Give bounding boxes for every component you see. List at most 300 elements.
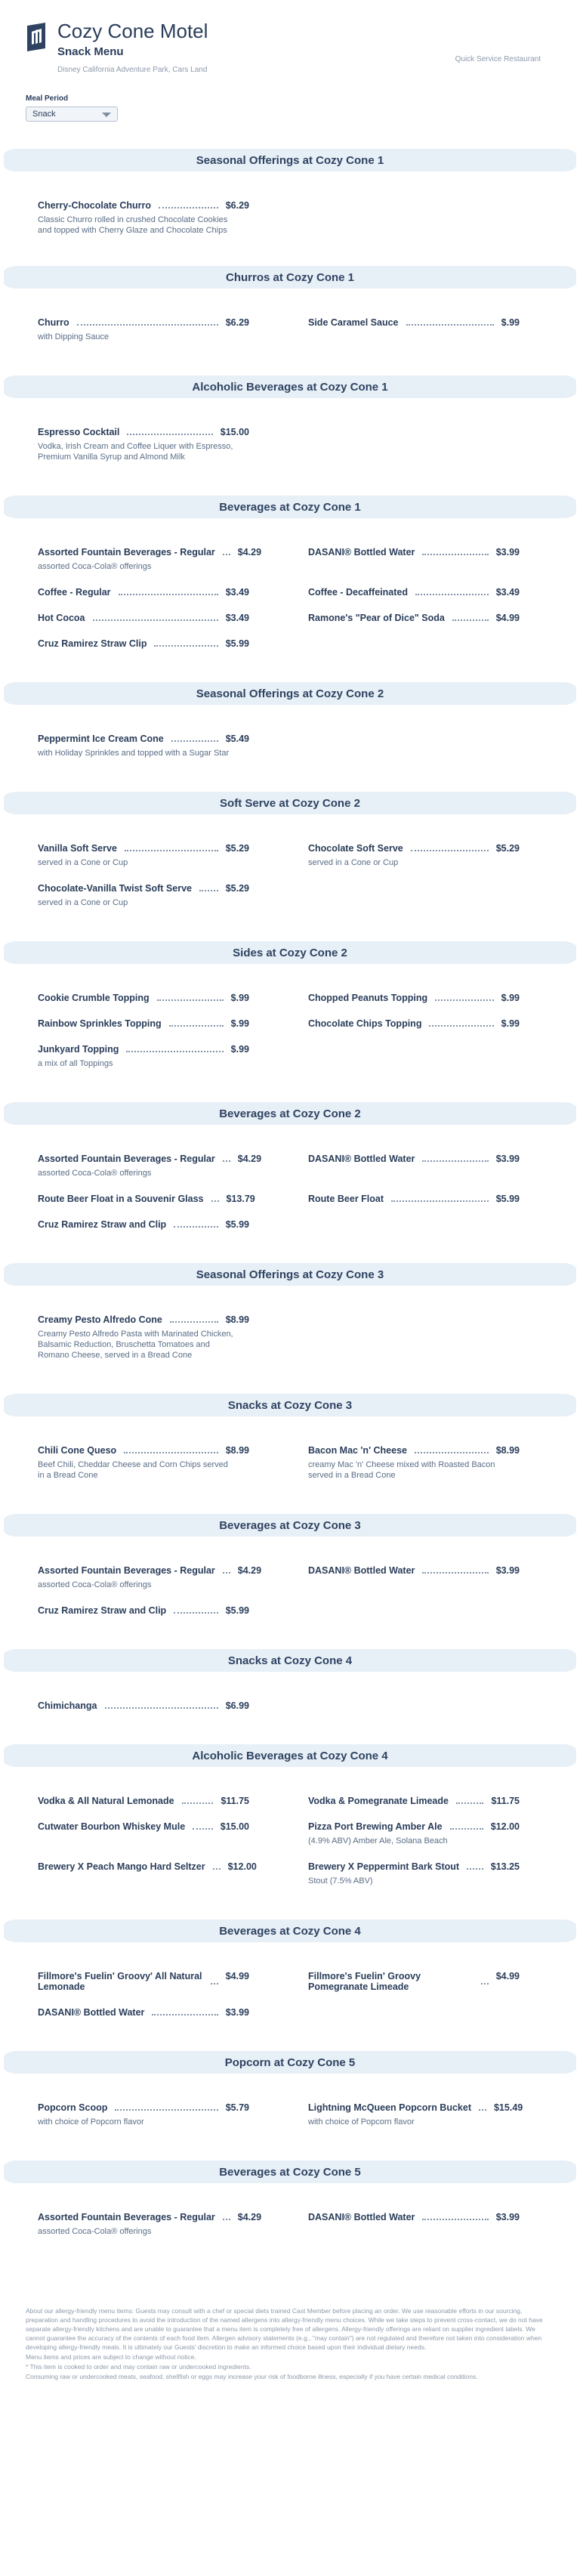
item-name: Brewery X Peach Mango Hard Seltzer bbox=[38, 1861, 205, 1872]
dot-leader bbox=[170, 1321, 218, 1323]
consuming-note: Consuming raw or undercooked meats, seafood, shellfish or eggs may increase your risk of foodborne illness, especially if you have certain medical conditions. bbox=[26, 2373, 478, 2380]
item-price: $11.75 bbox=[221, 1796, 249, 1806]
item-description: Vodka, Irish Cream and Coffee Liquer with Espresso, Premium Vanilla Syrup and Almond Milk bbox=[38, 442, 233, 462]
menu-item bbox=[308, 1796, 520, 1806]
item-line bbox=[308, 1154, 520, 1164]
item-name: Vodka & All Natural Lemonade bbox=[38, 1796, 174, 1806]
item-price: $6.29 bbox=[225, 317, 249, 328]
menu-item bbox=[38, 1219, 249, 1230]
dot-leader bbox=[422, 2219, 488, 2220]
item-line bbox=[38, 200, 249, 211]
menu-item bbox=[38, 2102, 249, 2127]
item-name: Hot Cocoa bbox=[38, 613, 85, 623]
item-description: with choice of Popcorn flavor bbox=[38, 2117, 144, 2127]
dot-leader bbox=[169, 1025, 224, 1027]
meal-period-value: Snack bbox=[32, 110, 56, 119]
item-price: $4.99 bbox=[495, 1971, 520, 1981]
item-price: $12.00 bbox=[227, 1861, 257, 1872]
section-body bbox=[0, 289, 580, 357]
item-line bbox=[308, 1194, 520, 1204]
item-grid bbox=[38, 1971, 536, 2033]
menu-item bbox=[38, 638, 249, 649]
item-line bbox=[38, 1018, 249, 1029]
dot-leader bbox=[452, 619, 489, 621]
item-price: $3.49 bbox=[225, 587, 249, 598]
item-price: $.99 bbox=[230, 1018, 249, 1029]
item-line bbox=[308, 1861, 520, 1872]
dot-leader bbox=[174, 1612, 218, 1614]
dot-leader bbox=[193, 1828, 213, 1830]
dot-leader bbox=[429, 1025, 493, 1027]
item-price: $15.00 bbox=[220, 1821, 249, 1832]
menu-item bbox=[38, 1821, 249, 1846]
dot-leader bbox=[159, 207, 218, 208]
item-price: $5.99 bbox=[225, 1219, 249, 1230]
item-description: assorted Coca-Cola® offerings bbox=[38, 1580, 152, 1589]
item-price: $12.00 bbox=[490, 1821, 520, 1832]
menu-item bbox=[308, 993, 520, 1003]
item-line bbox=[38, 1219, 249, 1230]
menu-section bbox=[0, 792, 580, 923]
dot-leader bbox=[406, 324, 494, 326]
item-line bbox=[38, 2007, 249, 2018]
section-heading: Snacks at Cozy Cone 4 bbox=[4, 1649, 576, 1672]
menu-section bbox=[0, 1514, 580, 1631]
title-block bbox=[57, 20, 208, 74]
item-name: Assorted Fountain Beverages - Regular bbox=[38, 1154, 215, 1164]
section-body bbox=[0, 1125, 580, 1245]
item-name: Creamy Pesto Alfredo Cone bbox=[38, 1314, 162, 1325]
item-price: $15.00 bbox=[220, 427, 249, 437]
item-name: Side Caramel Sauce bbox=[308, 317, 399, 328]
item-line bbox=[38, 1445, 249, 1456]
item-line bbox=[38, 843, 249, 854]
menu-section bbox=[0, 1649, 580, 1726]
item-name: Cruz Ramirez Straw and Clip bbox=[38, 1605, 167, 1616]
dot-leader bbox=[435, 999, 494, 1001]
allergy-note: About our allergy-friendly menu items: Guests may consult with a chef or special diets trained Cast Member before placing an order. We use reasonable efforts in our sourcing, preparation and handling procedures to avoid the introduction of the named allergens into allergy-friendly menu choices. While we take steps to prevent cross-contact, we do not have separate allergy-friendly kitchens and are unable to guarantee that a menu item is completely free of allergens. Allergy-friendly offerings are reliant on supplier ingredient labels. We cannot guarantee the accuracy of the contents of each food item. Allergen advisory statements (e.g., "may contain") are not regulated and therefore not taken into consideration when developing allergy-friendly meals. It is ultimately our Guests' discretion to make an informed choice based upon their individual dietary needs. bbox=[26, 2307, 543, 2351]
item-name: Vodka & Pomegranate Limeade bbox=[308, 1796, 449, 1806]
item-price: $.99 bbox=[501, 317, 520, 328]
menu-section bbox=[0, 682, 580, 774]
meal-period bbox=[0, 94, 580, 149]
item-price: $5.99 bbox=[225, 638, 249, 649]
item-grid bbox=[38, 1445, 536, 1496]
item-name: Chocolate Soft Serve bbox=[308, 843, 403, 854]
item-line bbox=[38, 1971, 249, 1992]
item-price: $4.29 bbox=[237, 1565, 262, 1576]
item-description: assorted Coca-Cola® offerings bbox=[38, 1169, 152, 1178]
location-title: Cozy Cone Motel bbox=[57, 20, 208, 42]
item-grid bbox=[38, 1700, 536, 1726]
menu-item bbox=[38, 1605, 249, 1616]
dot-leader bbox=[415, 594, 489, 595]
dot-leader bbox=[211, 1983, 218, 1985]
item-price: $4.29 bbox=[237, 2212, 262, 2222]
item-line bbox=[308, 317, 520, 328]
dot-leader bbox=[223, 1572, 230, 1574]
footer-disclaimer bbox=[0, 2270, 580, 2397]
service-type: Quick Service Restaurant bbox=[455, 55, 541, 63]
menu-item bbox=[38, 1194, 255, 1204]
menu-item bbox=[308, 1194, 520, 1204]
menu-item bbox=[308, 1861, 520, 1886]
section-body bbox=[0, 1672, 580, 1726]
item-name: Cherry-Chocolate Churro bbox=[38, 200, 152, 211]
menu-item bbox=[38, 1700, 249, 1711]
menu-section bbox=[0, 1394, 580, 1496]
item-name: DASANI® Bottled Water bbox=[38, 2007, 145, 2018]
menu-item bbox=[308, 1445, 520, 1481]
item-price: $13.25 bbox=[490, 1861, 520, 1872]
menu-item bbox=[308, 2102, 523, 2127]
item-name: Brewery X Peppermint Bark Stout bbox=[308, 1861, 460, 1872]
dot-leader bbox=[422, 1572, 488, 1574]
item-name: Peppermint Ice Cream Cone bbox=[38, 734, 164, 744]
dot-leader bbox=[182, 1802, 214, 1804]
section-heading: Snacks at Cozy Cone 3 bbox=[4, 1394, 576, 1416]
section-heading: Sides at Cozy Cone 2 bbox=[4, 941, 576, 964]
item-line bbox=[38, 2212, 262, 2222]
item-price: $3.99 bbox=[225, 2007, 249, 2018]
menu-item bbox=[308, 547, 520, 572]
menu-title: Snack Menu bbox=[57, 45, 124, 58]
item-grid bbox=[38, 317, 536, 357]
menu-section bbox=[0, 375, 580, 477]
menu-item bbox=[38, 587, 249, 598]
item-grid bbox=[38, 427, 536, 477]
item-line bbox=[38, 1154, 262, 1164]
section-body bbox=[0, 1537, 580, 1631]
item-name: Espresso Cocktail bbox=[38, 427, 120, 437]
item-name: Rainbow Sprinkles Topping bbox=[38, 1018, 162, 1029]
section-body bbox=[0, 171, 580, 251]
dot-leader bbox=[422, 554, 488, 555]
item-line bbox=[308, 1445, 520, 1456]
item-line bbox=[38, 1700, 249, 1711]
menu-section bbox=[0, 149, 580, 251]
section-body bbox=[0, 398, 580, 477]
item-line bbox=[38, 547, 262, 558]
item-name: DASANI® Bottled Water bbox=[308, 2212, 415, 2222]
item-grid bbox=[38, 2102, 536, 2142]
dot-leader bbox=[422, 1160, 488, 1162]
item-line bbox=[308, 1018, 520, 1029]
dot-leader bbox=[119, 594, 218, 595]
item-price: $5.99 bbox=[495, 1194, 520, 1204]
item-description: Beef Chili, Cheddar Cheese and Corn Chips served in a Bread Cone bbox=[38, 1460, 228, 1480]
section-body bbox=[0, 1286, 580, 1376]
meal-period-label: Meal Period bbox=[26, 94, 69, 103]
item-price: $5.29 bbox=[225, 883, 249, 894]
dot-leader bbox=[223, 2219, 230, 2220]
item-grid bbox=[38, 843, 536, 923]
item-line bbox=[308, 2102, 523, 2113]
dot-leader bbox=[152, 2014, 218, 2015]
dot-leader bbox=[391, 1200, 489, 1202]
item-description: with Holiday Sprinkles and topped with a Sugar Star bbox=[38, 749, 230, 758]
item-grid bbox=[38, 1565, 536, 1631]
section-heading: Seasonal Offerings at Cozy Cone 1 bbox=[4, 149, 576, 171]
dot-leader bbox=[213, 1868, 221, 1870]
section-heading: Alcoholic Beverages at Cozy Cone 4 bbox=[4, 1744, 576, 1767]
item-grid bbox=[38, 2212, 536, 2252]
dot-leader bbox=[105, 1707, 218, 1709]
item-description: Stout (7.5% ABV) bbox=[308, 1876, 373, 1886]
item-name: Fillmore's Fuelin' Groovy Pomegranate Limeade bbox=[308, 1971, 421, 1992]
item-price: $5.79 bbox=[225, 2102, 249, 2113]
item-line bbox=[308, 1821, 520, 1832]
item-price: $.99 bbox=[501, 1018, 520, 1029]
menu-item bbox=[308, 1821, 520, 1846]
item-price: $11.75 bbox=[491, 1796, 520, 1806]
item-name: Assorted Fountain Beverages - Regular bbox=[38, 547, 215, 558]
item-name: Bacon Mac 'n' Cheese bbox=[308, 1445, 407, 1456]
menu-item bbox=[308, 1018, 520, 1029]
item-line bbox=[38, 883, 249, 894]
item-price: $4.29 bbox=[237, 547, 262, 558]
item-name: Cutwater Bourbon Whiskey Mule bbox=[38, 1821, 186, 1832]
dot-leader bbox=[481, 1983, 489, 1985]
item-price: $5.29 bbox=[495, 843, 520, 854]
item-price: $.99 bbox=[501, 993, 520, 1003]
location-subtitle: Disney California Adventure Park, Cars Land bbox=[57, 66, 208, 74]
item-price: $3.99 bbox=[495, 1154, 520, 1164]
section-heading: Beverages at Cozy Cone 2 bbox=[4, 1102, 576, 1125]
section-heading: Soft Serve at Cozy Cone 2 bbox=[4, 792, 576, 814]
dot-leader bbox=[125, 850, 218, 851]
menu-item bbox=[38, 2212, 262, 2237]
item-name: Chocolate Chips Topping bbox=[308, 1018, 422, 1029]
item-name: Cruz Ramirez Straw Clip bbox=[38, 638, 147, 649]
menu-item bbox=[38, 613, 249, 623]
section-heading: Beverages at Cozy Cone 3 bbox=[4, 1514, 576, 1537]
item-line bbox=[308, 843, 520, 854]
item-line bbox=[38, 1314, 249, 1325]
item-price: $15.49 bbox=[493, 2102, 523, 2113]
dot-leader bbox=[77, 324, 218, 326]
item-name: Cruz Ramirez Straw and Clip bbox=[38, 1219, 167, 1230]
item-grid bbox=[38, 1154, 536, 1245]
item-line bbox=[38, 2102, 249, 2113]
menu-item bbox=[38, 1044, 249, 1069]
item-line bbox=[308, 2212, 520, 2222]
section-body bbox=[0, 2183, 580, 2252]
item-price: $13.79 bbox=[226, 1194, 255, 1204]
item-price: $.99 bbox=[230, 993, 249, 1003]
menu-item bbox=[38, 1154, 262, 1178]
menu-item bbox=[38, 1861, 257, 1886]
section-heading: Popcorn at Cozy Cone 5 bbox=[4, 2051, 576, 2074]
item-price: $6.29 bbox=[225, 200, 249, 211]
item-grid bbox=[38, 1314, 536, 1376]
dot-leader bbox=[171, 740, 218, 742]
item-description: creamy Mac 'n' Cheese mixed with Roasted Bacon served in a Bread Cone bbox=[308, 1460, 495, 1480]
item-name: DASANI® Bottled Water bbox=[308, 547, 415, 558]
section-heading: Beverages at Cozy Cone 1 bbox=[4, 496, 576, 518]
section-body bbox=[0, 1942, 580, 2033]
dot-leader bbox=[199, 890, 218, 891]
item-grid bbox=[38, 734, 536, 774]
item-name: Coffee - Decaffeinated bbox=[308, 587, 408, 598]
item-price: $3.99 bbox=[495, 547, 520, 558]
item-name: Assorted Fountain Beverages - Regular bbox=[38, 2212, 215, 2222]
item-price: $3.49 bbox=[495, 587, 520, 598]
item-description: served in a Cone or Cup bbox=[38, 898, 128, 907]
menu-item bbox=[38, 1565, 262, 1590]
item-name: Route Beer Float in a Souvenir Glass bbox=[38, 1194, 204, 1204]
menu-item bbox=[308, 1154, 520, 1178]
item-description: (4.9% ABV) Amber Ale, Solana Beach bbox=[308, 1836, 448, 1846]
menu-item bbox=[38, 547, 262, 572]
item-description: assorted Coca-Cola® offerings bbox=[38, 562, 152, 571]
item-name: DASANI® Bottled Water bbox=[308, 1565, 415, 1576]
item-name: Ramone's "Pear of Dice" Soda bbox=[308, 613, 445, 623]
menu-item bbox=[38, 2007, 249, 2018]
menu-section bbox=[0, 1102, 580, 1245]
menu-item bbox=[38, 843, 249, 868]
item-name: Assorted Fountain Beverages - Regular bbox=[38, 1565, 215, 1576]
menu-item bbox=[38, 317, 249, 342]
item-name: Coffee - Regular bbox=[38, 587, 111, 598]
section-body bbox=[0, 964, 580, 1084]
menu-item bbox=[308, 587, 520, 598]
item-line bbox=[38, 734, 249, 744]
item-name: Lightning McQueen Popcorn Bucket bbox=[308, 2102, 471, 2113]
item-line bbox=[38, 993, 249, 1003]
item-description: Creamy Pesto Alfredo Pasta with Marinated Chicken, Balsamic Reduction, Bruschetta Tomatoes and Romano Cheese, served in a Bread Cone bbox=[38, 1330, 233, 1360]
item-name: Route Beer Float bbox=[308, 1194, 384, 1204]
item-description: served in a Cone or Cup bbox=[38, 858, 128, 867]
menu-item bbox=[38, 1971, 249, 1992]
dot-leader bbox=[174, 1226, 218, 1228]
section-heading: Beverages at Cozy Cone 4 bbox=[4, 1920, 576, 1942]
menu-item bbox=[38, 993, 249, 1003]
section-heading: Churros at Cozy Cone 1 bbox=[4, 266, 576, 289]
item-line bbox=[38, 317, 249, 328]
item-name: Chili Cone Queso bbox=[38, 1445, 117, 1456]
item-grid bbox=[38, 200, 536, 251]
menu-section bbox=[0, 266, 580, 357]
item-line bbox=[308, 587, 520, 598]
menu-item bbox=[308, 1565, 520, 1590]
section-body bbox=[0, 2074, 580, 2142]
item-name: Junkyard Topping bbox=[38, 1044, 119, 1055]
item-price: $4.99 bbox=[495, 613, 520, 623]
menu-section bbox=[0, 2051, 580, 2142]
item-line bbox=[38, 1565, 262, 1576]
section-body bbox=[0, 814, 580, 923]
item-grid bbox=[38, 993, 536, 1084]
item-line bbox=[38, 1605, 249, 1616]
chevron-down-icon bbox=[102, 113, 111, 117]
item-price: $3.49 bbox=[225, 613, 249, 623]
menu-item bbox=[38, 1314, 249, 1361]
mickey-castle-logo-icon bbox=[26, 23, 47, 51]
item-line bbox=[38, 587, 249, 598]
item-description: a mix of all Toppings bbox=[38, 1059, 113, 1068]
item-price: $3.99 bbox=[495, 1565, 520, 1576]
item-price: $5.99 bbox=[225, 1605, 249, 1616]
menu-section bbox=[0, 941, 580, 1084]
menu-sections bbox=[0, 149, 580, 2252]
item-grid bbox=[38, 1796, 536, 1901]
item-line bbox=[38, 427, 249, 437]
item-price: $8.99 bbox=[225, 1445, 249, 1456]
item-description: assorted Coca-Cola® offerings bbox=[38, 2227, 152, 2236]
item-name: Churro bbox=[38, 317, 69, 328]
dot-leader bbox=[415, 1452, 489, 1453]
section-body bbox=[0, 705, 580, 774]
item-name: Popcorn Scoop bbox=[38, 2102, 108, 2113]
menu-item bbox=[38, 1018, 249, 1029]
dot-leader bbox=[223, 554, 230, 555]
item-line bbox=[308, 613, 520, 623]
dot-leader bbox=[479, 2109, 486, 2111]
menu-item bbox=[38, 200, 249, 236]
item-line bbox=[308, 547, 520, 558]
item-grid bbox=[38, 547, 536, 664]
item-line bbox=[308, 1796, 520, 1806]
dot-leader bbox=[93, 619, 218, 621]
item-price: $6.99 bbox=[225, 1700, 249, 1711]
item-name: DASANI® Bottled Water bbox=[308, 1154, 415, 1164]
menu-item bbox=[38, 734, 249, 758]
section-heading: Alcoholic Beverages at Cozy Cone 1 bbox=[4, 375, 576, 398]
dot-leader bbox=[450, 1828, 483, 1830]
menu-item bbox=[38, 427, 249, 462]
menu-item bbox=[308, 843, 520, 868]
item-line bbox=[308, 1971, 520, 1992]
meal-period-select[interactable] bbox=[26, 107, 118, 122]
item-name: Cookie Crumble Topping bbox=[38, 993, 150, 1003]
item-price: $5.29 bbox=[225, 843, 249, 854]
item-name: Chimichanga bbox=[38, 1700, 97, 1711]
section-heading: Beverages at Cozy Cone 5 bbox=[4, 2161, 576, 2183]
item-line bbox=[38, 1821, 249, 1832]
item-line bbox=[308, 1565, 520, 1576]
menu-item bbox=[38, 883, 249, 908]
dot-leader bbox=[467, 1868, 483, 1870]
dot-leader bbox=[411, 850, 489, 851]
item-description: with choice of Popcorn flavor bbox=[308, 2117, 415, 2127]
dot-leader bbox=[456, 1802, 484, 1804]
menu-item bbox=[38, 1796, 249, 1806]
dot-leader bbox=[126, 1051, 223, 1052]
prices-note: Menu items and prices are subject to change without notice. bbox=[26, 2353, 196, 2361]
item-name: Chopped Peanuts Topping bbox=[308, 993, 428, 1003]
section-body bbox=[0, 1767, 580, 1901]
section-heading: Seasonal Offerings at Cozy Cone 3 bbox=[4, 1263, 576, 1286]
item-price: $.99 bbox=[230, 1044, 249, 1055]
dot-leader bbox=[127, 434, 212, 435]
menu-item bbox=[308, 613, 520, 623]
item-description: Classic Churro rolled in crushed Chocolate Cookies and topped with Cherry Glaze and Chocolate Chips bbox=[38, 215, 228, 235]
item-line bbox=[38, 1044, 249, 1055]
item-description: served in a Cone or Cup bbox=[308, 858, 399, 867]
item-line bbox=[38, 1796, 249, 1806]
item-price: $8.99 bbox=[495, 1445, 520, 1456]
dot-leader bbox=[154, 645, 218, 647]
item-line bbox=[38, 613, 249, 623]
menu-section bbox=[0, 496, 580, 664]
section-body bbox=[0, 518, 580, 664]
item-price: $3.99 bbox=[495, 2212, 520, 2222]
dot-leader bbox=[211, 1200, 219, 1202]
header bbox=[0, 0, 580, 94]
item-name: Pizza Port Brewing Amber Ale bbox=[308, 1821, 443, 1832]
item-name: Fillmore's Fuelin' Groovy' All Natural Lemonade bbox=[38, 1971, 202, 1992]
